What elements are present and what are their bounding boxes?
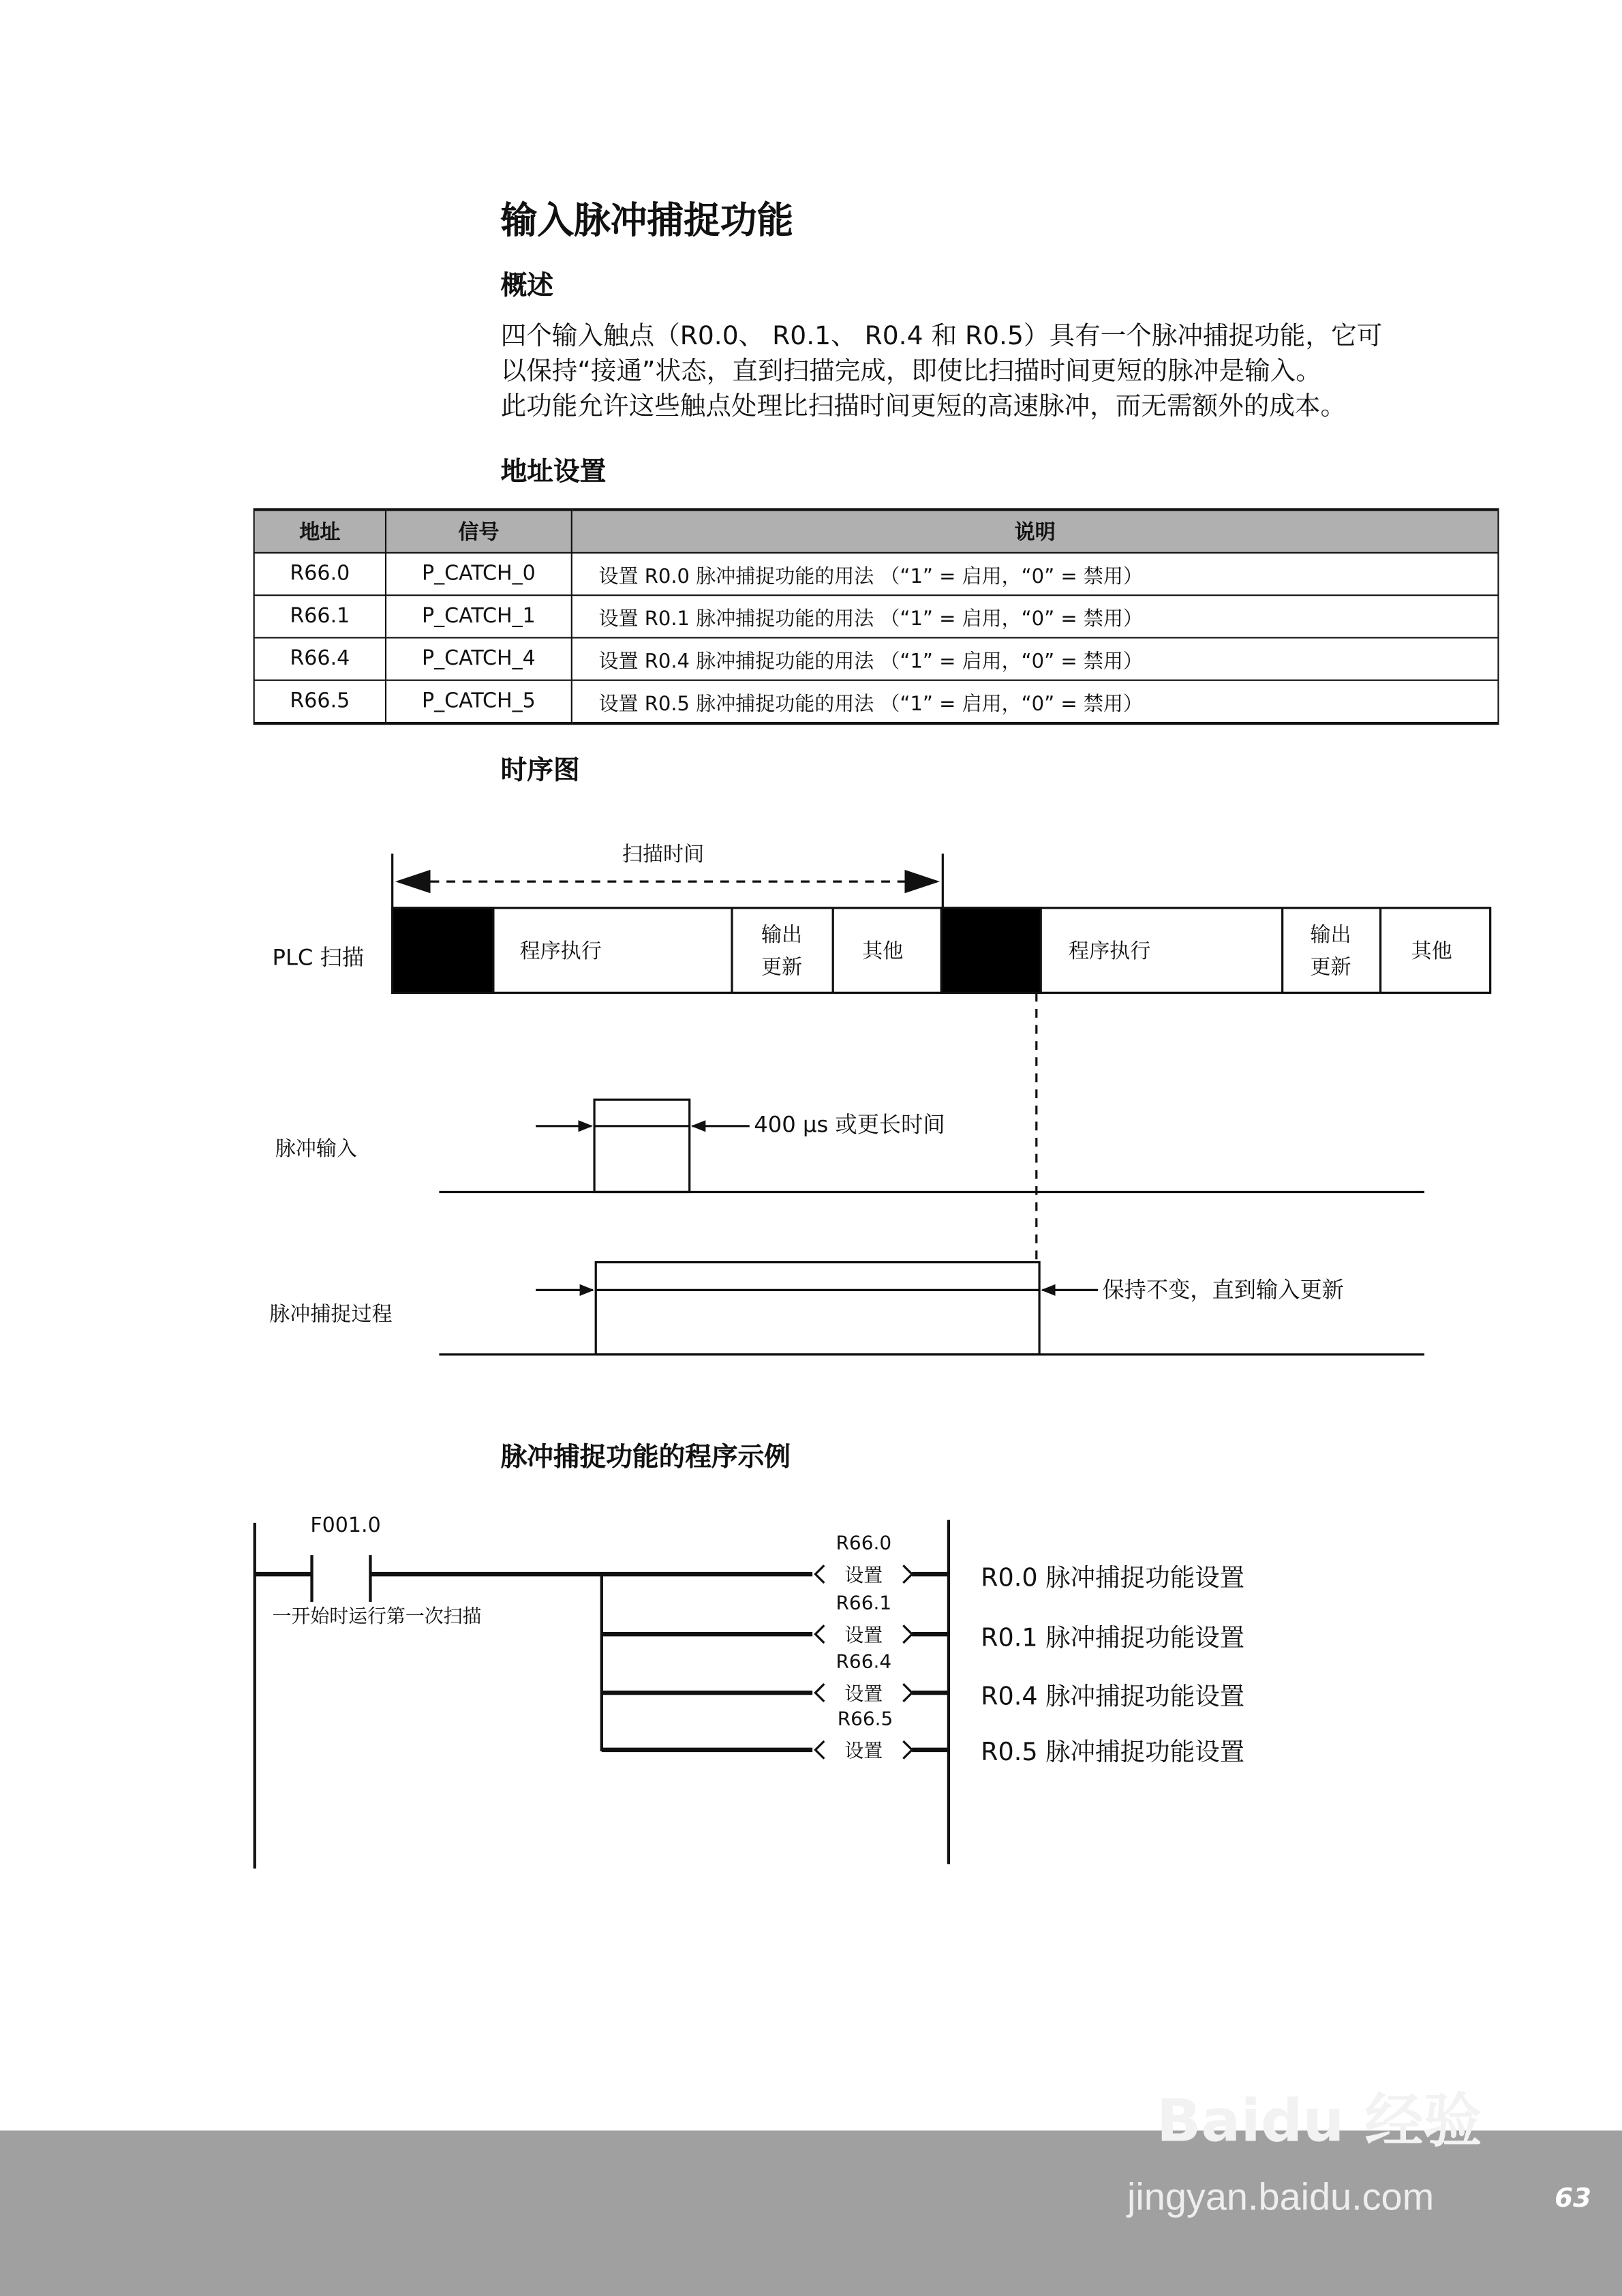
cell-description: 设置 R0.4 脉冲捕捉功能的用法 （“1” = 启用，“0” = 禁用） (572, 637, 1499, 680)
overview-line: 四个输入触点（R0.0、 R0.1、 R0.4 和 R0.5）具有一个脉冲捕捉功能，它可 (500, 322, 1383, 352)
cell-description: 设置 R0.0 脉冲捕捉功能的用法 （“1” = 启用，“0” = 禁用） (572, 553, 1499, 595)
coil-address: R66.5 (837, 1707, 893, 1730)
plc-scan-label: PLC 扫描 (272, 944, 365, 971)
cell-address: R66.5 (254, 680, 386, 723)
other-label: 其他 (1411, 939, 1452, 963)
hold-note-label: 保持不变，直到输入更新 (1102, 1277, 1344, 1303)
cell-signal: P_CATCH_5 (386, 680, 572, 723)
column-header: 信号 (386, 510, 572, 553)
coil-label: 设置 (844, 1682, 883, 1705)
coil-label: 设置 (844, 1739, 883, 1762)
pulse-width-label: 400 μs 或更长时间 (754, 1111, 945, 1138)
output-update-label: 更新 (761, 955, 803, 980)
cell-address: R66.4 (254, 637, 386, 680)
pulse-input-label: 脉冲输入 (275, 1136, 358, 1161)
output-update-label: 输出 (1310, 923, 1351, 948)
program-exec-label: 程序执行 (519, 939, 602, 963)
pulse-catch-signal (596, 1263, 1039, 1355)
cell-description: 设置 R0.5 脉冲捕捉功能的用法 （“1” = 启用，“0” = 禁用） (572, 680, 1499, 723)
pulse-catch-label: 脉冲捕捉过程 (269, 1302, 393, 1327)
cell-signal: P_CATCH_4 (386, 637, 572, 680)
coil-note: R0.4 脉冲捕捉功能设置 (981, 1681, 1245, 1711)
cell-address: R66.1 (254, 595, 386, 637)
cell-signal: P_CATCH_0 (386, 553, 572, 595)
cell-description: 设置 R0.1 脉冲捕捉功能的用法 （“1” = 启用，“0” = 禁用） (572, 595, 1499, 637)
coil-label: 设置 (844, 1623, 883, 1646)
contact-label: F001.0 (310, 1513, 381, 1537)
overview-line: 此功能允许这些触点处理比扫描时间更短的高速脉冲，而无需额外的成本。 (500, 392, 1347, 422)
cell-address: R66.0 (254, 553, 386, 595)
watermark-url: jingyan.baidu.com (1127, 2174, 1435, 2219)
ladder-heading: 脉冲捕捉功能的程序示例 (500, 1442, 791, 1473)
coil-address: R66.0 (836, 1531, 892, 1554)
column-header: 地址 (254, 510, 386, 553)
timing-heading: 时序图 (500, 755, 580, 787)
output-update-label: 更新 (1310, 955, 1351, 980)
coil-label: 设置 (844, 1563, 883, 1586)
contact-note: 一开始时运行第一次扫描 (272, 1604, 482, 1627)
other-label: 其他 (862, 939, 904, 963)
coil-address: R66.1 (836, 1591, 892, 1614)
coil-note: R0.0 脉冲捕捉功能设置 (981, 1562, 1245, 1592)
page-number: 63 (1555, 2183, 1592, 2214)
overview-line: 以保持“接通”状态，直到扫描完成，即使比扫描时间更短的脉冲是输入。 (500, 357, 1321, 387)
coil-note: R0.1 脉冲捕捉功能设置 (981, 1622, 1245, 1652)
baidu-watermark-logo: Baidu 经验 (1156, 2088, 1482, 2156)
footer-band (0, 2088, 1622, 2296)
cell-signal: P_CATCH_1 (386, 595, 572, 637)
program-exec-label: 程序执行 (1069, 939, 1151, 963)
page-title: 输入脉冲捕捉功能 (500, 199, 794, 242)
overview-heading: 概述 (500, 271, 553, 302)
pulse-input-signal (594, 1100, 690, 1192)
scan-time-label: 扫描时间 (622, 843, 705, 867)
column-header: 说明 (572, 510, 1499, 553)
address-heading: 地址设置 (500, 457, 607, 488)
output-update-label: 输出 (761, 923, 803, 948)
coil-address: R66.4 (836, 1650, 892, 1673)
coil-note: R0.5 脉冲捕捉功能设置 (981, 1736, 1245, 1766)
